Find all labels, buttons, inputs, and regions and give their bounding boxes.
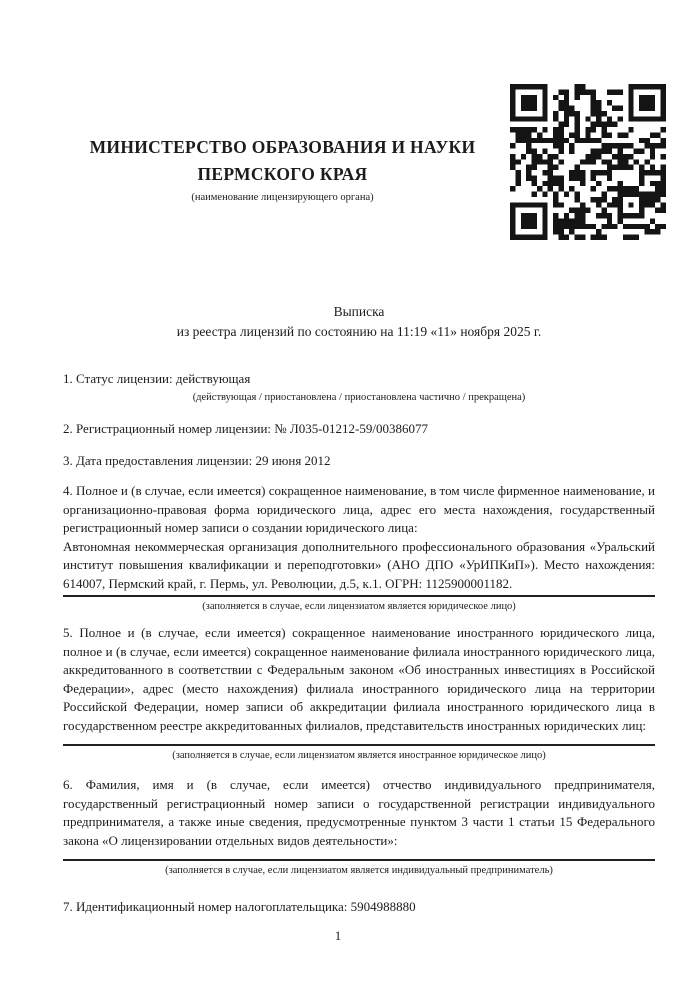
page-number: 1 [334,928,342,943]
legal-entity-caption: (заполняется в случае, если лицензиатом является юридическое лицо) [202,601,516,612]
item-6-individual-entrepreneur [63,776,655,878]
item-3-grant-date [63,451,655,470]
registration-number-text: 2. Регистрационный номер лицензии: № Л035-01212-59/00386077 [63,421,429,436]
item-1-license-status [63,369,655,405]
item-2-registration-number [63,419,655,438]
document-title [63,302,655,342]
ministry-name-line1: МИНИСТЕРСТВО ОБРАЗОВАНИЯ И НАУКИ [89,137,476,157]
document-body [63,0,655,989]
licensing-authority-caption: (наименование лицензирующего органа) [191,192,374,203]
grant-date-text: 3. Дата предоставления лицензии: 29 июня 2012 [63,453,331,468]
license-status-options-caption: (действующая / приостановлена / приостановлена частично / прекращена) [192,392,526,403]
document-title-line1: Выписка [333,304,385,319]
foreign-entity-label: 5. Полное и (в случае, если имеется) сокращенное наименование иностранного юридического лица, полное и (в случае, если имеется) сокращенное наименование филиала иностранного юридического лица, аккредитованного в соответствии с Федеральным законом «Об иностранных инвестициях в Российской Федерации», адрес (место нахождения) филиала иностранного юридического лица на территории Российской Федерации, номер записи об аккредитации филиала иностранного юридического лица в государственном реестре аккредитованных филиалов, представительств иностранных юридических лиц: [63,625,655,733]
item-5-foreign-entity [63,624,655,763]
item-4-legal-entity [63,482,655,614]
legal-entity-fill-line [63,595,655,597]
foreign-entity-fill-line [63,744,655,746]
license-status-text: 1. Статус лицензии: действующая [63,371,251,386]
foreign-entity-caption: (заполняется в случае, если лицензиатом является иностранное юридическое лицо) [172,750,546,761]
legal-entity-value: Автономная некоммерческая организация дополнительного профессионального образования «Уральский институт повышения квалификации и переподготовки» (АНО ДПО «УрИПКиП»). Место нахождения: 614007, Пермский край, г. Пермь, ул. Революции, д.5, к.1. ОГРН: 1125900001182. [63,538,655,591]
item-7-taxpayer-number [63,897,655,916]
legal-entity-label: 4. Полное и (в случае, если имеется) сокращенное наименование, в том числе фирменное наименование, и организационно-правовая форма юридического лица, адрес его места нахождения, государственный регистрационный номер записи о создании юридического лица: [63,483,655,535]
individual-entrepreneur-caption: (заполняется в случае, если лицензиатом является индивидуальный предприниматель) [165,865,553,876]
individual-entrepreneur-label: 6. Фамилия, имя и (в случае, если имеется) отчество индивидуального предпринимателя, государственный регистрационный номер записи о государственной регистрации индивидуального предпринимателя, а также иные сведения, предусмотренные пунктом 3 части 1 статьи 15 Федерального закона «О лицензировании отдельных видов деятельности»: [63,777,655,848]
ministry-name-line2: ПЕРМСКОГО КРАЯ [197,164,368,184]
individual-entrepreneur-fill-line [63,859,655,861]
document-title-line2: из реестра лицензий по состоянию на 11:19 «11» ноября 2025 г. [176,324,542,339]
taxpayer-number-text: 7. Идентификационный номер налогоплательщика: 5904988880 [63,899,416,914]
